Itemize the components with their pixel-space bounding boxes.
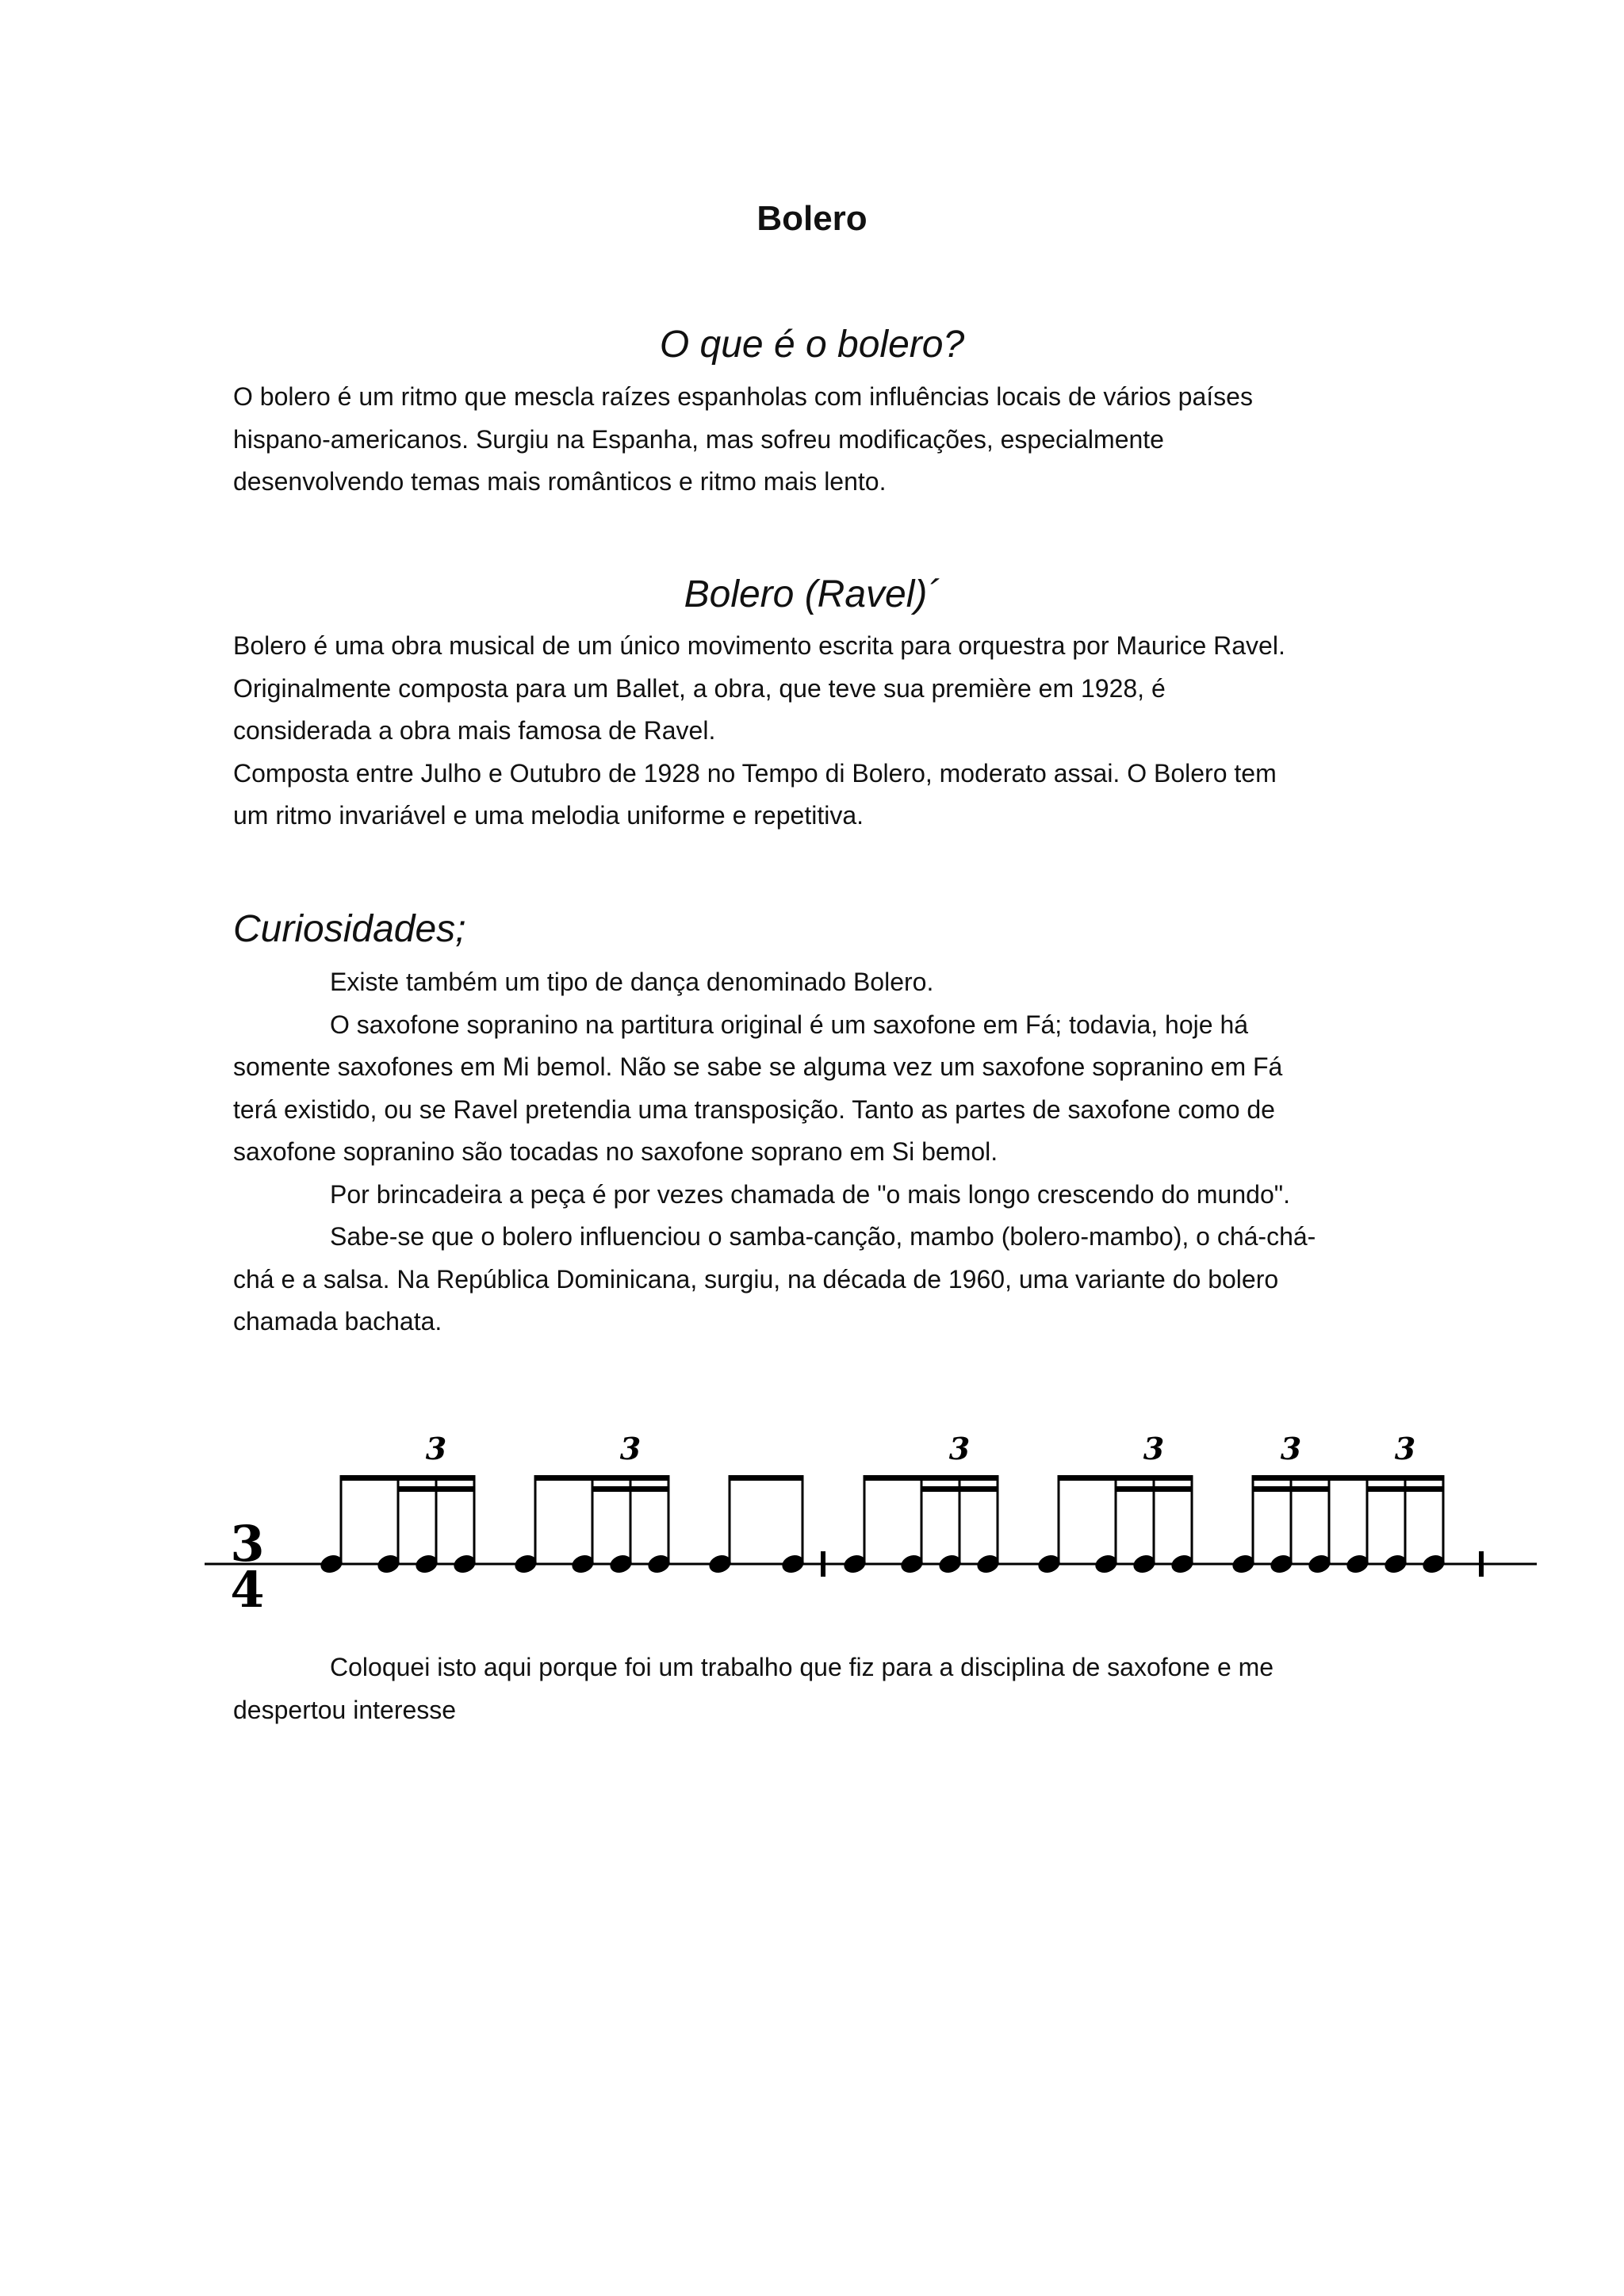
text-line: Coloquei isto aqui porque foi um trabalho que fiz para a disciplina de saxofone e me [330,1653,1274,1681]
text-line: Por brincadeira a peça é por vezes chamada de "o mais longo crescendo do mundo". [330,1179,1290,1209]
time-signature-bottom: 4 [230,1561,265,1619]
section-paragraph-bolero-ravel [233,625,1407,838]
triplet-number: 3 [619,1431,642,1466]
text-line: considerada a obra mais famosa de Ravel. [233,716,716,745]
section-paragraph-what-is-bolero [233,376,1407,504]
note-beam [1367,1486,1443,1492]
note-beam [864,1475,998,1481]
note-beam [592,1486,668,1492]
note-beam [535,1475,668,1481]
triplet-number: 3 [425,1431,447,1466]
text-line: terá existido, ou se Ravel pretendia uma transposição. Tanto as partes de saxofone como de [233,1094,1275,1124]
text-line: O saxofone sopranino na partitura original é um saxofone em Fá; todavia, hoje há [330,1010,1249,1039]
note-beam [398,1486,474,1492]
closing-paragraph [233,1646,1407,1731]
text-line: desenvolvendo temas mais românticos e ritmo mais lento. [233,467,887,496]
note-beam [1059,1475,1192,1481]
section-heading-bolero-ravel: Bolero (Ravel)´ [684,573,940,615]
note-beam [1116,1486,1192,1492]
note-beam [1253,1475,1443,1481]
document-title: Bolero [756,199,868,238]
section-heading-curiosidades: Curiosidades; [233,908,466,950]
triplet-number: 3 [1280,1431,1302,1466]
text-line: despertou interesse [233,1695,457,1724]
text-line: um ritmo invariável e uma melodia uniforme e repetitiva. [233,801,864,830]
text-line: saxofone sopranino são tocadas no saxofone soprano em Si bemol. [233,1137,998,1166]
note-beam [730,1475,802,1481]
triplet-number: 3 [1394,1431,1416,1466]
time-signature-top: 3 [230,1515,265,1573]
text-line: Existe também um tipo de dança denominado Bolero. [330,968,934,996]
text-line: chá e a salsa. Na República Dominicana, surgiu, na década de 1960, uma variante do bolero [233,1264,1279,1294]
text-line: somente saxofones em Mi bemol. Não se sabe se alguma vez um saxofone sopranino em Fá [233,1052,1283,1081]
bolero-rhythm-score [205,1428,1537,1634]
text-line: Originalmente composta para um Ballet, a obra, que teve sua première em 1928, é [233,673,1166,703]
text-line: chamada bachata. [233,1307,442,1336]
text-line: O bolero é um ritmo que mescla raízes espanholas com influências locais de vários países [233,382,1253,411]
text-line: Sabe-se que o bolero influenciou o samba-canção, mambo (bolero-mambo), o chá-chá- [330,1222,1316,1251]
section-paragraph-curiosidades [233,961,1407,1343]
note-beam [1253,1486,1329,1492]
text-line: hispano-americanos. Surgiu na Espanha, mas sofreu modificações, especialmente [233,424,1164,454]
note-beam [341,1475,474,1481]
text-line: Bolero é uma obra musical de um único movimento escrita para orquestra por Maurice Ravel. [233,631,1285,660]
triplet-number: 3 [948,1431,971,1466]
triplet-number: 3 [1143,1431,1165,1466]
section-heading-what-is-bolero: O que é o bolero? [659,324,965,366]
note-beam [921,1486,998,1492]
text-line: Composta entre Julho e Outubro de 1928 no Tempo di Bolero, moderato assai. O Bolero tem [233,758,1277,788]
